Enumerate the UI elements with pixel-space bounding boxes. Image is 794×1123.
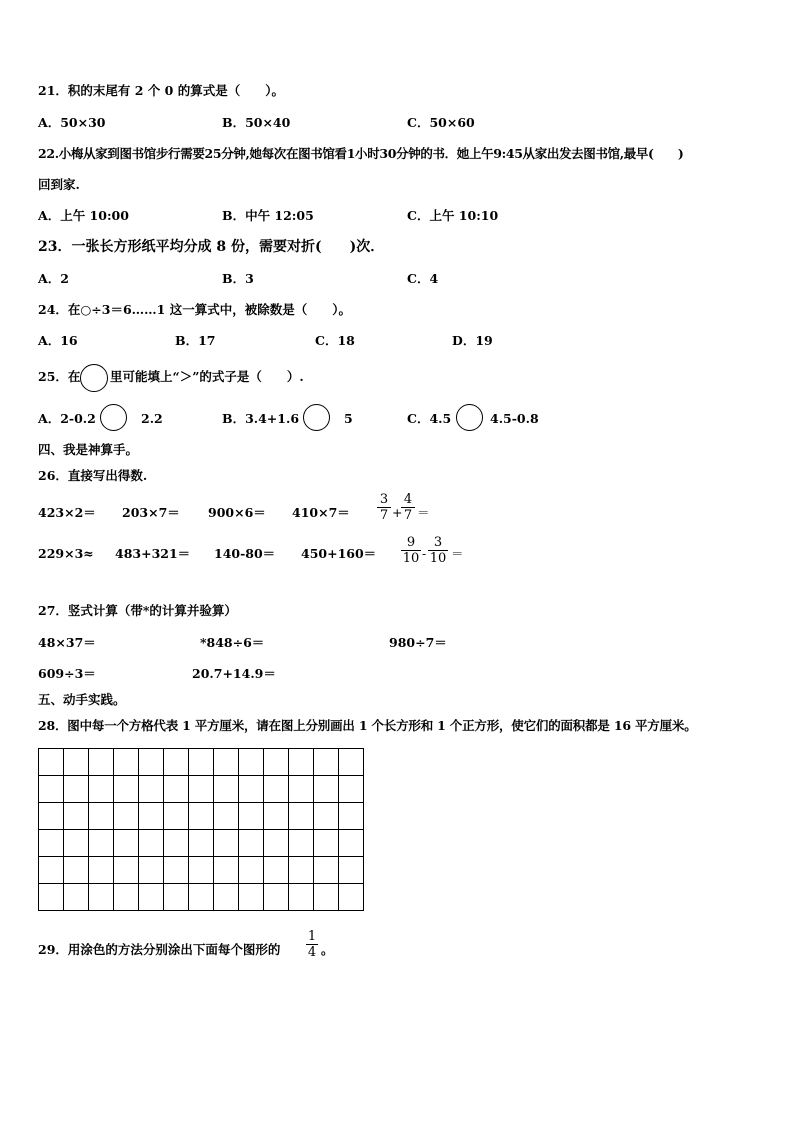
q26-r1-fraction-a-num: 3 — [379, 492, 389, 507]
grid-cell[interactable] — [39, 803, 64, 830]
q26-r2-item-2: 483+321＝ — [115, 546, 191, 561]
grid-cell[interactable] — [89, 776, 114, 803]
grid-row — [39, 830, 364, 857]
q29-fraction — [306, 929, 318, 960]
q24-option-a: A．16 — [38, 333, 78, 348]
q26-r2-fraction-a-num: 9 — [406, 535, 416, 550]
q26-r1-operator: + — [392, 505, 403, 520]
grid-cell[interactable] — [189, 884, 214, 911]
q26-r1-item-2: 203×7＝ — [122, 505, 180, 520]
q26-r2-fraction-b-num: 3 — [433, 535, 443, 550]
q27-item-4: 609÷3＝ — [38, 666, 96, 681]
grid-cell[interactable] — [239, 857, 264, 884]
grid-cell[interactable] — [114, 830, 139, 857]
q25-option-b-circle — [303, 404, 330, 431]
q27-item-3: 980÷7＝ — [389, 635, 447, 650]
q27-item-1: 48×37＝ — [38, 635, 96, 650]
q22-option-c: C．上午 10:10 — [407, 208, 499, 223]
q24-option-d: D．19 — [452, 333, 493, 348]
grid-cell[interactable] — [39, 884, 64, 911]
grid-cell[interactable] — [264, 776, 289, 803]
q24-option-c: C．18 — [315, 333, 355, 348]
q26-r1-item-1: 423×2＝ — [38, 505, 96, 520]
q25-option-c-circle — [456, 404, 483, 431]
q22-stem-line1: 22.小梅从家到图书馆步行需要25分钟,她每次在图书馆看1小时30分钟的书．她上午9:45从家出发去图书馆,最早( ) — [38, 146, 684, 161]
grid-cell[interactable] — [289, 830, 314, 857]
grid-cell[interactable] — [164, 857, 189, 884]
grid-row — [39, 749, 364, 776]
grid-row — [39, 857, 364, 884]
q29-fraction-den: 4 — [307, 945, 317, 960]
grid-cell[interactable] — [114, 884, 139, 911]
q25-stem-before: 25．在 — [38, 369, 81, 384]
q23-option-c: C．4 — [407, 271, 439, 286]
grid-cell[interactable] — [164, 776, 189, 803]
grid-cell[interactable] — [314, 830, 339, 857]
grid-cell[interactable] — [264, 830, 289, 857]
grid-cell[interactable] — [139, 776, 164, 803]
q21-option-c: C．50×60 — [407, 115, 475, 130]
grid-cell[interactable] — [39, 776, 64, 803]
q26-r2-fraction-a-den: 10 — [402, 551, 420, 566]
q26-r2-item-3: 140-80＝ — [214, 546, 276, 561]
grid-cell[interactable] — [214, 857, 239, 884]
grid-cell[interactable] — [289, 857, 314, 884]
grid-cell[interactable] — [339, 776, 364, 803]
grid-cell[interactable] — [89, 884, 114, 911]
q26-r2-fraction-b-den: 10 — [429, 551, 447, 566]
grid-cell[interactable] — [264, 803, 289, 830]
q25-option-a-left: A．2-0.2 — [38, 411, 96, 426]
grid-cell[interactable] — [114, 749, 139, 776]
q26-r1-fraction-a — [377, 492, 391, 523]
q29-fraction-num: 1 — [307, 929, 317, 944]
q21-stem: 21．积的末尾有 2 个 0 的算式是（ ）。 — [38, 83, 284, 98]
q22-stem-line2: 回到家. — [38, 177, 80, 192]
grid-cell[interactable] — [39, 749, 64, 776]
q26-r1-fraction-b — [401, 492, 415, 523]
grid-cell[interactable] — [164, 884, 189, 911]
q25-option-a-right: 2.2 — [141, 411, 163, 426]
grid-cell[interactable] — [314, 776, 339, 803]
grid-cell[interactable] — [214, 884, 239, 911]
q29-stem: 29．用涂色的方法分别涂出下面每个图形的 — [38, 942, 281, 957]
grid-cell[interactable] — [139, 884, 164, 911]
grid-cell[interactable] — [339, 803, 364, 830]
grid-cell[interactable] — [314, 803, 339, 830]
grid-cell[interactable] — [64, 830, 89, 857]
section-5-heading: 五、动手实践。 — [38, 692, 126, 707]
grid-cell[interactable] — [264, 749, 289, 776]
q21-option-b: B．50×40 — [222, 115, 291, 130]
grid-cell[interactable] — [339, 830, 364, 857]
grid-cell[interactable] — [114, 776, 139, 803]
grid-cell[interactable] — [214, 749, 239, 776]
grid-cell[interactable] — [214, 803, 239, 830]
q26-r1-fraction-a-den: 7 — [379, 508, 389, 523]
grid-cell[interactable] — [89, 803, 114, 830]
q25-stem-circle — [80, 364, 108, 392]
q26-r2-fraction-a — [401, 535, 421, 566]
grid-cell[interactable] — [164, 830, 189, 857]
grid-cell[interactable] — [64, 749, 89, 776]
grid-cell[interactable] — [139, 830, 164, 857]
grid-cell[interactable] — [139, 803, 164, 830]
q25-option-c-left: C．4.5 — [407, 411, 452, 426]
grid-cell[interactable] — [64, 776, 89, 803]
q27-item-2: *848÷6＝ — [200, 635, 265, 650]
grid-cell[interactable] — [314, 857, 339, 884]
q28-stem: 28．图中每一个方格代表 1 平方厘米，请在图上分别画出 1 个长方形和 1 个正方形，使它们的面积都是 16 平方厘米。 — [38, 718, 697, 733]
q22-option-b: B．中午 12:05 — [222, 208, 314, 223]
grid-cell[interactable] — [164, 749, 189, 776]
q26-r2-item-1: 229×3≈ — [38, 546, 94, 561]
grid-cell[interactable] — [339, 857, 364, 884]
grid-cell[interactable] — [189, 857, 214, 884]
grid-cell[interactable] — [289, 803, 314, 830]
grid-cell[interactable] — [114, 857, 139, 884]
q27-stem: 27．竖式计算（带*的计算并验算） — [38, 603, 237, 618]
grid-cell[interactable] — [189, 830, 214, 857]
q26-r1-item-3: 900×6＝ — [208, 505, 266, 520]
grid-cell[interactable] — [114, 803, 139, 830]
grid-cell[interactable] — [289, 884, 314, 911]
grid-cell[interactable] — [264, 884, 289, 911]
q26-r2-item-4: 450+160＝ — [301, 546, 377, 561]
q25-option-b-right: 5 — [344, 411, 353, 426]
grid-cell[interactable] — [39, 857, 64, 884]
q23-stem: 23．一张长方形纸平均分成 8 份，需要对折( )次． — [38, 239, 385, 255]
grid-row — [39, 776, 364, 803]
grid-cell[interactable] — [164, 803, 189, 830]
grid-cell[interactable] — [39, 830, 64, 857]
grid-cell[interactable] — [64, 884, 89, 911]
q29-tail: 。 — [321, 942, 334, 957]
q22-option-a: A．上午 10:00 — [38, 208, 129, 223]
q26-r2-operator: - — [422, 546, 427, 561]
grid-row — [39, 884, 364, 911]
section-4-heading: 四、我是神算手。 — [38, 442, 139, 457]
grid-row — [39, 803, 364, 830]
q25-option-c-right: 4.5-0.8 — [490, 411, 539, 426]
grid-cell[interactable] — [64, 857, 89, 884]
q26-r2-equals: ＝ — [451, 546, 464, 561]
grid-cell[interactable] — [239, 830, 264, 857]
grid-cell[interactable] — [239, 776, 264, 803]
grid-cell[interactable] — [189, 776, 214, 803]
grid-cell[interactable] — [89, 830, 114, 857]
grid-cell[interactable] — [339, 749, 364, 776]
q26-r2-fraction-b — [428, 535, 448, 566]
q21-option-a: A．50×30 — [38, 115, 106, 130]
grid-cell[interactable] — [289, 749, 314, 776]
q26-r1-equals: ＝ — [417, 505, 430, 520]
q26-r1-fraction-b-num: 4 — [403, 492, 413, 507]
grid-cell[interactable] — [214, 776, 239, 803]
q23-option-b: B．3 — [222, 271, 254, 286]
grid-cell[interactable] — [64, 803, 89, 830]
grid-cell[interactable] — [264, 857, 289, 884]
square-grid[interactable] — [38, 748, 364, 911]
q26-r1-fraction-b-den: 7 — [403, 508, 413, 523]
grid-cell[interactable] — [139, 857, 164, 884]
grid-cell[interactable] — [189, 803, 214, 830]
q24-option-b: B．17 — [175, 333, 216, 348]
q26-stem: 26．直接写出得数. — [38, 468, 148, 483]
grid-cell[interactable] — [314, 749, 339, 776]
grid-cell[interactable] — [239, 803, 264, 830]
grid-cell[interactable] — [189, 749, 214, 776]
q25-stem-after: 里可能填上“＞”的式子是（ ）. — [110, 369, 304, 384]
grid-cell[interactable] — [89, 749, 114, 776]
grid-cell[interactable] — [214, 830, 239, 857]
q26-r1-item-4: 410×7＝ — [292, 505, 350, 520]
grid-cell[interactable] — [139, 749, 164, 776]
grid-cell[interactable] — [339, 884, 364, 911]
grid-cell[interactable] — [239, 884, 264, 911]
q27-item-5: 20.7+14.9＝ — [192, 666, 276, 681]
grid-cell[interactable] — [289, 776, 314, 803]
q25-option-b-left: B．3.4+1.6 — [222, 411, 300, 426]
grid-cell[interactable] — [239, 749, 264, 776]
q23-option-a: A．2 — [38, 271, 69, 286]
grid-cell[interactable] — [89, 857, 114, 884]
q24-stem: 24．在○÷3＝6……1 这一算式中，被除数是（ ）。 — [38, 302, 351, 317]
grid-cell[interactable] — [314, 884, 339, 911]
q25-option-a-circle — [100, 404, 127, 431]
